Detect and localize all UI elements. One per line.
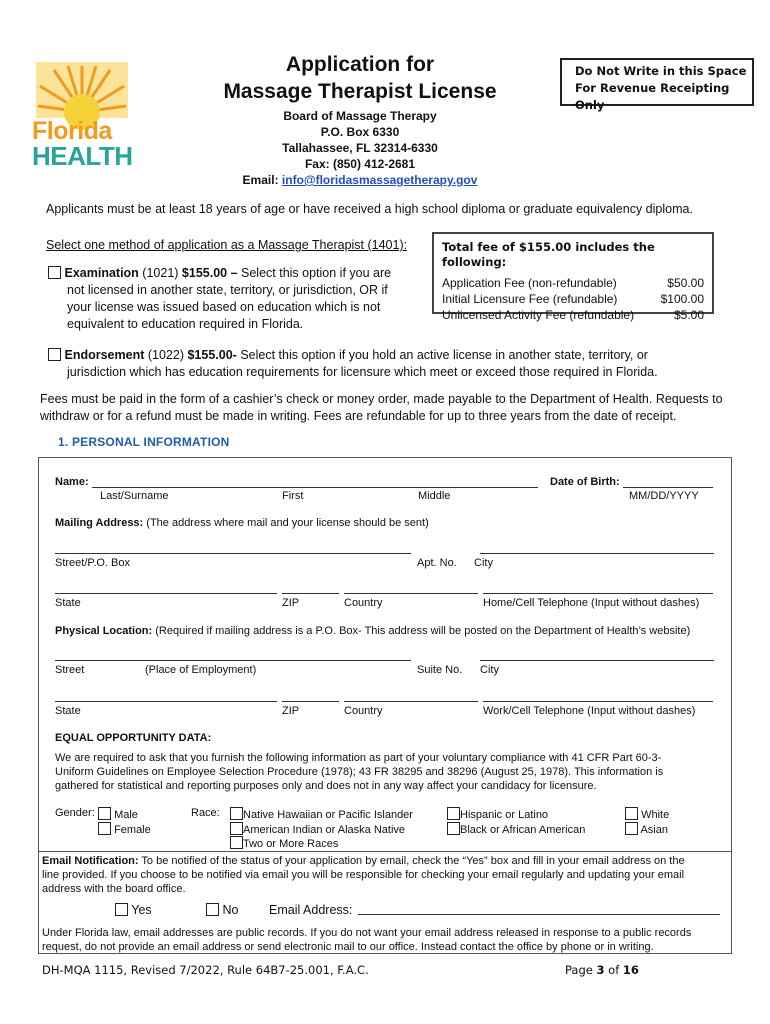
page-of: of bbox=[608, 963, 620, 977]
gender-label: Gender: bbox=[55, 807, 95, 819]
revenue-line-1: Do Not Write in this Space bbox=[575, 64, 747, 78]
fee-amount: $100.00 bbox=[660, 292, 704, 306]
revenue-receipting-box bbox=[560, 58, 754, 112]
po-box: P.O. Box 6330 bbox=[320, 125, 400, 139]
board-fax: Fax: (850) 412-2681 bbox=[304, 157, 416, 171]
florida-health-logo bbox=[32, 62, 132, 170]
divider bbox=[38, 851, 732, 852]
method-heading: Select one method of application as a Massage Therapist (1401): bbox=[46, 238, 408, 252]
title-line-2: Massage Therapist License bbox=[223, 80, 497, 103]
title-line-1: Application for bbox=[285, 53, 435, 76]
race-option-black bbox=[447, 822, 585, 837]
gender-male-option bbox=[98, 807, 138, 822]
fee-row bbox=[442, 275, 704, 291]
zip-caption: ZIP bbox=[282, 597, 300, 609]
logo-health-text: HEALTH bbox=[32, 141, 133, 171]
exam-option bbox=[48, 265, 391, 281]
two-races-checkbox[interactable] bbox=[230, 836, 243, 849]
state-caption: State bbox=[55, 597, 81, 609]
page-current: 3 bbox=[596, 963, 605, 977]
dob-label: Date of Birth: bbox=[550, 476, 620, 488]
city-caption: City bbox=[474, 557, 493, 569]
middle-name-caption: Middle bbox=[418, 490, 451, 502]
country2-caption: Country bbox=[344, 705, 383, 717]
logo-florida-text: Florida bbox=[32, 117, 112, 145]
mailing-note: (The address where mail and your license should be sent) bbox=[146, 517, 429, 529]
hispanic-checkbox[interactable] bbox=[447, 807, 460, 820]
country-caption: Country bbox=[344, 597, 383, 609]
exam-fee: $155.00 – bbox=[181, 266, 238, 280]
board-name: Board of Massage Therapy bbox=[283, 109, 437, 123]
asian-label: Asian bbox=[640, 824, 668, 836]
physical-label: Physical Location: bbox=[55, 625, 153, 637]
aian-label: American Indian or Alaska Native bbox=[243, 824, 406, 836]
suite-caption: Suite No. bbox=[417, 664, 463, 676]
email-notification-line-3: address with the board office. bbox=[42, 883, 186, 895]
fee-label: Initial Licensure Fee (refundable) bbox=[442, 292, 618, 306]
form-id: DH-MQA 1115, Revised 7/2022, Rule 64B7-25.001, F.A.C. bbox=[42, 963, 369, 977]
mailing-zip-input[interactable] bbox=[282, 593, 339, 594]
email-no-checkbox[interactable] bbox=[206, 903, 219, 916]
endorsement-text-2: jurisdiction which has education requirements for licensure which meet or exceed those required in Florida. bbox=[67, 365, 658, 379]
revenue-line-2: For Revenue Receipting Only bbox=[575, 81, 730, 112]
two-races-label: Two or More Races bbox=[243, 838, 339, 850]
fee-amount: $5.00 bbox=[673, 308, 704, 322]
email-yes-option bbox=[115, 902, 152, 918]
black-checkbox[interactable] bbox=[447, 822, 460, 835]
page-total: 16 bbox=[622, 963, 639, 977]
state2-caption: State bbox=[55, 705, 81, 717]
white-label: White bbox=[641, 809, 670, 821]
eeo-heading: EQUAL OPPORTUNITY DATA: bbox=[55, 732, 212, 744]
last-name-caption: Last/Surname bbox=[100, 490, 169, 502]
page-prefix: Page bbox=[565, 963, 593, 977]
race-option-aian bbox=[230, 822, 405, 837]
work-phone-caption: Work/Cell Telephone (Input without dashes) bbox=[483, 705, 696, 717]
fee-row bbox=[442, 307, 704, 323]
hispanic-label: Hispanic or Latino bbox=[460, 809, 549, 821]
physical-location-heading bbox=[55, 625, 690, 638]
city2-caption: City bbox=[480, 664, 499, 676]
fee-row bbox=[442, 291, 704, 307]
email-notification-line-2: line provided. If you choose to be notified via email you will be responsible for checking your email regularly and updating your email bbox=[42, 869, 685, 881]
physical-street-input[interactable] bbox=[55, 660, 411, 661]
physical-note: (Required if mailing address is a P.O. Box- This address will be posted on the Department of Health’s website) bbox=[155, 625, 691, 637]
endorsement-code: (1022) bbox=[147, 348, 184, 362]
apt-caption: Apt. No. bbox=[417, 557, 457, 569]
board-email-line bbox=[180, 172, 540, 188]
work-phone-input[interactable] bbox=[483, 701, 713, 702]
fee-label: Unlicensed Activity Fee (refundable) bbox=[442, 308, 635, 322]
endorsement-option bbox=[48, 347, 648, 363]
home-phone-input[interactable] bbox=[483, 593, 713, 594]
street-po-caption: Street/P.O. Box bbox=[55, 557, 131, 569]
name-input[interactable] bbox=[92, 487, 538, 488]
mailing-state-input[interactable] bbox=[55, 593, 277, 594]
race-label: Race: bbox=[191, 807, 220, 819]
black-label: Black or African American bbox=[460, 824, 586, 836]
male-checkbox[interactable] bbox=[98, 807, 111, 820]
home-phone-caption: Home/Cell Telephone (Input without dashes) bbox=[483, 597, 700, 609]
fee-note-1: Fees must be paid in the form of a cashier’s check or money order, made payable to the Department of Health. Requests to bbox=[40, 392, 723, 406]
eeo-text-1: We are required to ask that you furnish the following information as part of your voluntary compliance with 41 CFR Part 60-3- bbox=[55, 752, 662, 764]
female-checkbox[interactable] bbox=[98, 822, 111, 835]
email-yes-checkbox[interactable] bbox=[115, 903, 128, 916]
board-city: Tallahassee, FL 32314-6330 bbox=[282, 141, 438, 155]
female-label: Female bbox=[114, 824, 151, 836]
mailing-label: Mailing Address: bbox=[55, 517, 144, 529]
dob-format-caption: MM/DD/YYYY bbox=[629, 490, 699, 502]
fee-heading: Total fee of $155.00 includes the following: bbox=[442, 240, 655, 269]
endorsement-text-1: Select this option if you hold an active license in another state, territory, or bbox=[240, 348, 648, 362]
physical-country-input[interactable] bbox=[344, 701, 478, 702]
mailing-country-input[interactable] bbox=[344, 593, 478, 594]
exam-text-3: your license was issued based on education which is not bbox=[67, 300, 381, 314]
physical-state-input[interactable] bbox=[55, 701, 277, 702]
race-option-hispanic bbox=[447, 807, 548, 822]
email-notification-line-1 bbox=[42, 855, 685, 868]
email-label: Email: bbox=[242, 173, 279, 187]
asian-checkbox[interactable] bbox=[625, 822, 638, 835]
board-address bbox=[180, 108, 540, 188]
race-option-asian bbox=[625, 822, 668, 837]
endorsement-checkbox[interactable] bbox=[48, 348, 61, 361]
mailing-address-heading bbox=[55, 517, 429, 530]
dob-input[interactable] bbox=[623, 487, 713, 488]
email-yes-label: Yes bbox=[131, 903, 152, 917]
public-records-line-1: Under Florida law, email addresses are public records. If you do not want your email address released in response to a public records bbox=[42, 927, 692, 939]
exam-text-4: equivalent to education required in Florida. bbox=[67, 317, 304, 331]
endorsement-fee: $155.00- bbox=[187, 348, 237, 362]
physical-zip-input[interactable] bbox=[282, 701, 339, 702]
white-checkbox[interactable] bbox=[625, 807, 638, 820]
street-caption: Street bbox=[55, 664, 85, 676]
public-records-line-2: request, do not provide an email address or send electronic mail to our office. Instead contact the office by phone or in writing. bbox=[42, 941, 654, 953]
fee-amount: $50.00 bbox=[667, 276, 704, 290]
email-no-label: No bbox=[222, 903, 239, 917]
eeo-text-2: Uniform Guidelines on Employee Selection Procedure (1978); 43 FR 38295 and 38296 (August 25, 1978). This information is bbox=[55, 766, 664, 778]
exam-label: Examination bbox=[64, 266, 139, 280]
name-label: Name: bbox=[55, 476, 89, 488]
gender-female-option bbox=[98, 822, 151, 837]
page-number bbox=[565, 963, 639, 977]
email-no-option bbox=[206, 902, 238, 918]
exam-text-2: not licensed in another state, territory, or jurisdiction, OR if bbox=[67, 283, 388, 297]
zip2-caption: ZIP bbox=[282, 705, 300, 717]
physical-city-input[interactable] bbox=[480, 660, 714, 661]
age-requirement: Applicants must be at least 18 years of age or have received a high school diploma or graduate equivalency diploma. bbox=[46, 202, 693, 216]
nhpi-checkbox[interactable] bbox=[230, 807, 243, 820]
mailing-city-input[interactable] bbox=[480, 553, 714, 554]
eeo-text-3: gathered for statistical and reporting purposes only and does not in any way affect your candidacy for licensure. bbox=[55, 780, 597, 792]
fee-note-2: withdraw or for a refund must be made in writing. Fees are refundable for up to three years from the date of receipt. bbox=[40, 409, 677, 423]
aian-checkbox[interactable] bbox=[230, 822, 243, 835]
exam-text-1: Select this option if you are bbox=[241, 266, 392, 280]
board-email-link[interactable]: info@floridasmassagetherapy.gov bbox=[281, 173, 478, 187]
place-caption: (Place of Employment) bbox=[145, 664, 257, 676]
race-option-nhpi bbox=[230, 807, 413, 822]
section-title-personal: 1. PERSONAL INFORMATION bbox=[58, 435, 230, 449]
exam-checkbox[interactable] bbox=[48, 266, 61, 279]
page-title bbox=[180, 51, 540, 105]
email-address-label: Email Address: bbox=[269, 903, 353, 917]
first-name-caption: First bbox=[282, 490, 304, 502]
race-option-white bbox=[625, 807, 669, 822]
fee-summary-box bbox=[432, 232, 714, 322]
race-option-two bbox=[230, 836, 338, 851]
male-label: Male bbox=[114, 809, 138, 821]
exam-code: (1021) bbox=[142, 266, 179, 280]
email-address-input[interactable] bbox=[358, 914, 720, 915]
mailing-street-input[interactable] bbox=[55, 553, 411, 554]
email-notice-label: Email Notification: bbox=[42, 855, 139, 867]
nhpi-label: Native Hawaiian or Pacific Islander bbox=[243, 809, 413, 821]
fee-label: Application Fee (non-refundable) bbox=[442, 276, 617, 290]
email-notice-text-1: To be notified of the status of your application by email, check the “Yes” box and fill in your email address on the bbox=[141, 855, 685, 867]
endorsement-label: Endorsement bbox=[64, 348, 145, 362]
